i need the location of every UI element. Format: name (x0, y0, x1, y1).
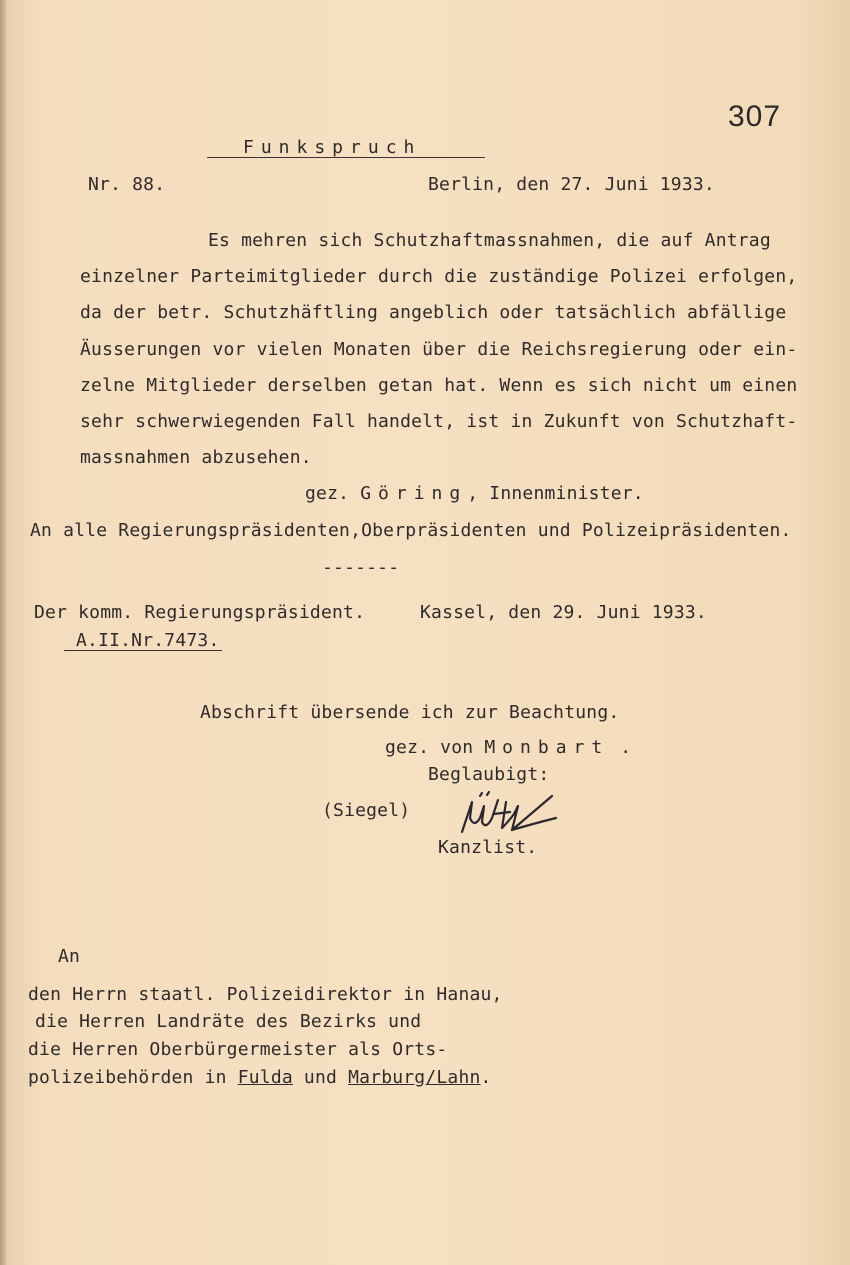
certified-label: Beglaubigt: (428, 764, 550, 785)
addressee-line-last (28, 1068, 492, 1088)
regierungspraesident-name: Monbart (484, 737, 610, 758)
addressee-heading: An (58, 946, 81, 967)
addressee-line: die Herren Landräte des Bezirks und (35, 1011, 422, 1032)
forwarding-note: Abschrift übersende ich zur Beachtung. (200, 702, 620, 723)
forwarding-office: Der komm. Regierungspräsident. (34, 602, 366, 623)
clerk-title: Kanzlist. (438, 837, 538, 858)
minister-signature-line (305, 484, 644, 504)
addressee-line: die Herren Oberbürgermeister als Orts- (28, 1039, 448, 1060)
handwritten-signature (452, 788, 562, 844)
signed-suffix: . (620, 737, 632, 758)
body-line: zelne Mitglieder derselben getan hat. Wenn es sich nicht um einen (80, 375, 798, 396)
minister-title: , Innenminister. (467, 483, 644, 504)
body-line: Es mehren sich Schutzhaftmassnahmen, die auf Antrag (208, 230, 771, 251)
message-number: Nr. 88. (88, 174, 166, 195)
seal-placeholder: (Siegel) (322, 800, 411, 821)
addressee-connector: und (292, 1067, 349, 1088)
signed-prefix: gez. (305, 483, 350, 504)
signed-prefix: gez. von (385, 737, 474, 758)
body-line: da der betr. Schutzhäftling angeblich oder tatsächlich abfällige (80, 302, 787, 323)
body-line: massnahmen abzusehen. (80, 447, 312, 468)
reference-underline (64, 650, 222, 651)
page-number: 307 (728, 100, 782, 133)
binding-edge (0, 0, 6, 1265)
file-reference: A.II.Nr.7473. (76, 630, 220, 651)
city-marburg: Marburg/Lahn (348, 1067, 481, 1088)
addressee-line: den Herrn staatl. Polizeidirektor in Hanau, (28, 984, 503, 1005)
forwarding-place-date: Kassel, den 29. Juni 1933. (420, 602, 707, 623)
separator: ------- (322, 557, 400, 578)
origin-place-date: Berlin, den 27. Juni 1933. (428, 174, 715, 195)
addressee-suffix: . (480, 1067, 492, 1088)
title-underline (207, 157, 485, 158)
document-title: Funkspruch (243, 137, 422, 158)
body-line: Äusserungen vor vielen Monaten über die Reichsregierung oder ein- (80, 339, 798, 360)
minister-name: Göring (360, 483, 468, 504)
addressee-text: polizeibehörden in (28, 1067, 238, 1088)
recipients-line: An alle Regierungspräsidenten,Oberpräsidenten und Polizeipräsidenten. (30, 520, 792, 541)
body-line: sehr schwerwiegenden Fall handelt, ist in Zukunft von Schutzhaft- (80, 411, 798, 432)
regierungspraesident-signature-line (385, 738, 631, 758)
city-fulda: Fulda (237, 1067, 293, 1088)
body-line: einzelner Parteimitglieder durch die zuständige Polizei erfolgen, (80, 266, 798, 287)
